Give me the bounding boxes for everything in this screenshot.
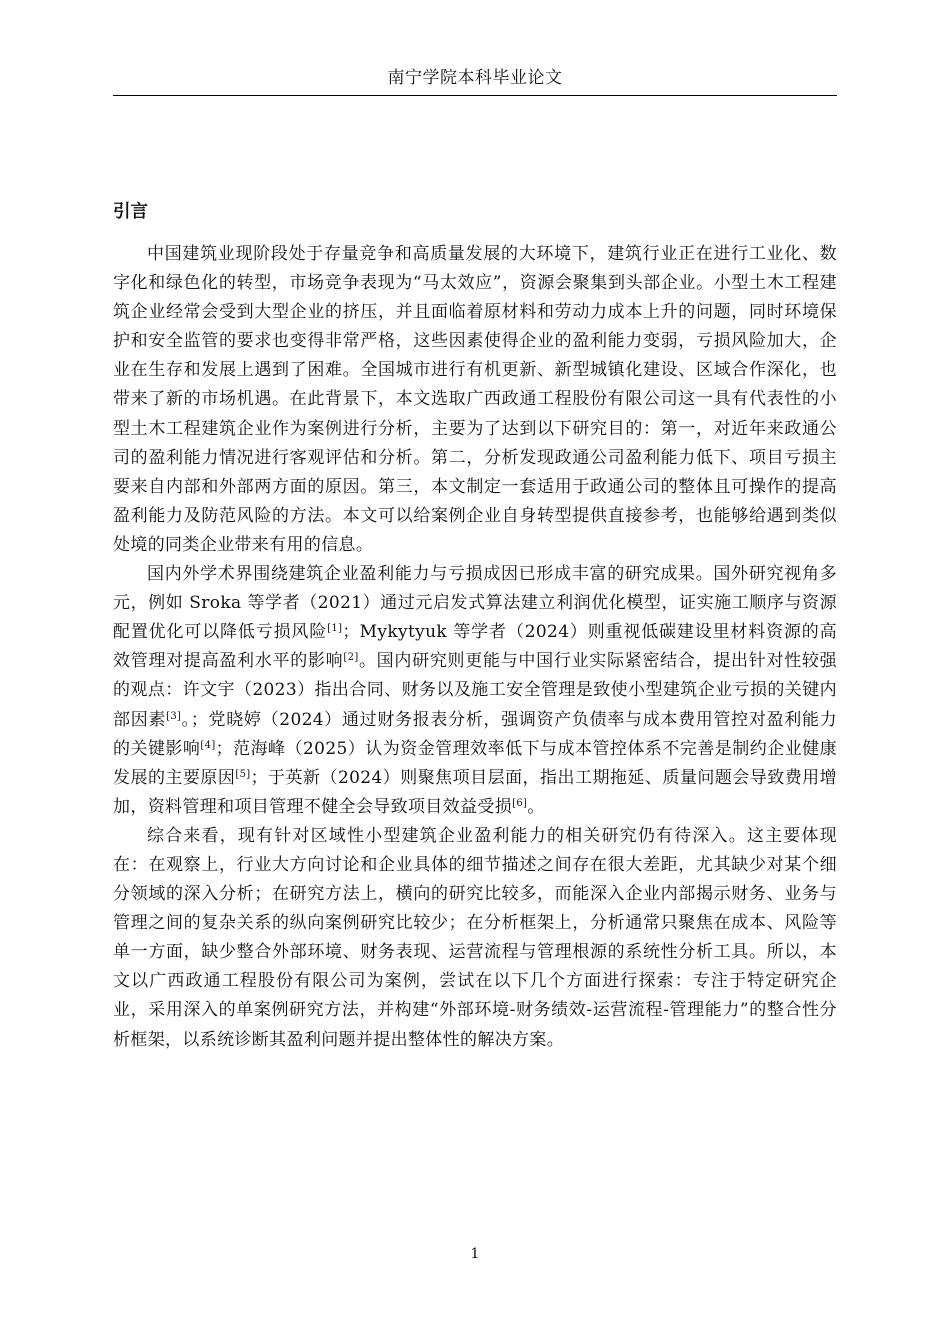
paragraph-text: 国内外学术界围绕建筑企业盈利能力与亏损成因已形成丰富的研究成果。国外研究视角多元，例如 Sroka 等学者（2021）通过元启发式算法建立利润优化模型，证实施工顺序与资源配置优化可以降低亏损风险 <box>113 564 837 643</box>
citation-ref: [6] <box>512 797 528 809</box>
page-number: 1 <box>470 1246 480 1262</box>
paragraph-2 <box>113 560 837 822</box>
paragraph-text: 中国建筑业现阶段处于存量竞争和高质量发展的大环境下，建筑行业正在进行工业化、数字化和绿色化的转型，市场竞争表现为“马太效应”，资源会聚集到头部企业。小型土木工程建筑企业经常会受到大型企业的挤压，并且面临着原材料和劳动力成本上升的问题，同时环境保护和安全监管的要求也变得非常严格，这些因素使得企业的盈利能力变弱，亏损风险加大，企业在生存和发展上遇到了困难。全国城市进行有机更新、新型城镇化建设、区域合作深化，也带来了新的市场机遇。在此背景下，本文选取广西政通工程股份有限公司这一具有代表性的小型土木工程建筑企业作为案例进行分析，主要为了达到以下研究目的：第一，对近年来政通公司的盈利能力情况进行客观评估和分析。第二，分析发现政通公司盈利能力低下、项目亏损主要来自内部和外部两方面的原因。第三，本文制定一套适用于政通公司的整体且可操作的提高盈利能力及防范风险的方法。本文可以给案例企业自身转型提供直接参考，也能够给遇到类似处境的同类企业带来有用的信息。 <box>113 244 837 555</box>
citation-ref: [5] <box>235 768 251 780</box>
paragraph-text: ；Mykytyuk 等学者（2024）则重视低碳建设里材料资源的高效管理对提高盈利水平的影响 <box>113 622 837 672</box>
citation-ref: [2] <box>343 652 359 664</box>
citation-ref: [1] <box>327 623 343 635</box>
paragraph-text: 。 <box>527 796 545 817</box>
page-header-title: 南宁学院本科毕业论文 <box>387 68 563 88</box>
citation-ref: [3] <box>166 710 182 722</box>
paragraph-text: ；于英新（2024）则聚焦项目层面，指出工期拖延、质量问题会导致费用增加，资料管理和项目管理不健全会导致项目效益受损 <box>113 767 838 817</box>
paragraph-text: ；范海峰（2025）认为资金管理效率低下与成本管控体系不完善是制约企业健康发展的主要原因 <box>113 738 838 788</box>
section-heading: 引言 <box>113 202 148 222</box>
paragraph-text: 。国内研究则更能与中国行业实际紧密结合，提出针对性较强的观点：许文宇（2023）指出合同、财务以及施工安全管理是致使小型建筑企业亏损的关键内部因素 <box>113 651 837 730</box>
header-rule <box>113 95 837 96</box>
citation-ref: [4] <box>200 739 216 751</box>
paragraph-text: 综合来看，现有针对区域性小型建筑企业盈利能力的相关研究仍有待深入。这主要体现在：在观察上，行业大方向讨论和企业具体的细节描述之间存在很大差距，尤其缺少对某个细分领域的深入分析；在研究方法上，横向的研究比较多，而能深入企业内部揭示财务、业务与管理之间的复杂关系的纵向案例研究比较少；在分析框架上，分析通常只聚焦在成本、风险等单一方面，缺少整合外部环境、财务表现、运营流程与管理根源的系统性分析工具。所以，本文以广西政通工程股份有限公司为案例，尝试在以下几个方面进行探索：专注于特定研究企业，采用深入的单案例研究方法，并构建“外部环境-财务绩效-运营流程-管理能力”的整合性分析框架，以系统诊断其盈利问题并提出整体性的解决方案。 <box>113 825 837 1050</box>
paragraph-1 <box>113 240 837 560</box>
body-text <box>113 240 837 1055</box>
paragraph-3 <box>113 822 837 1055</box>
paragraph-text: 。；党晓婷（2024）通过财务报表分析，强调资产负债率与成本费用管控对盈利能力的关键影响 <box>113 709 837 759</box>
